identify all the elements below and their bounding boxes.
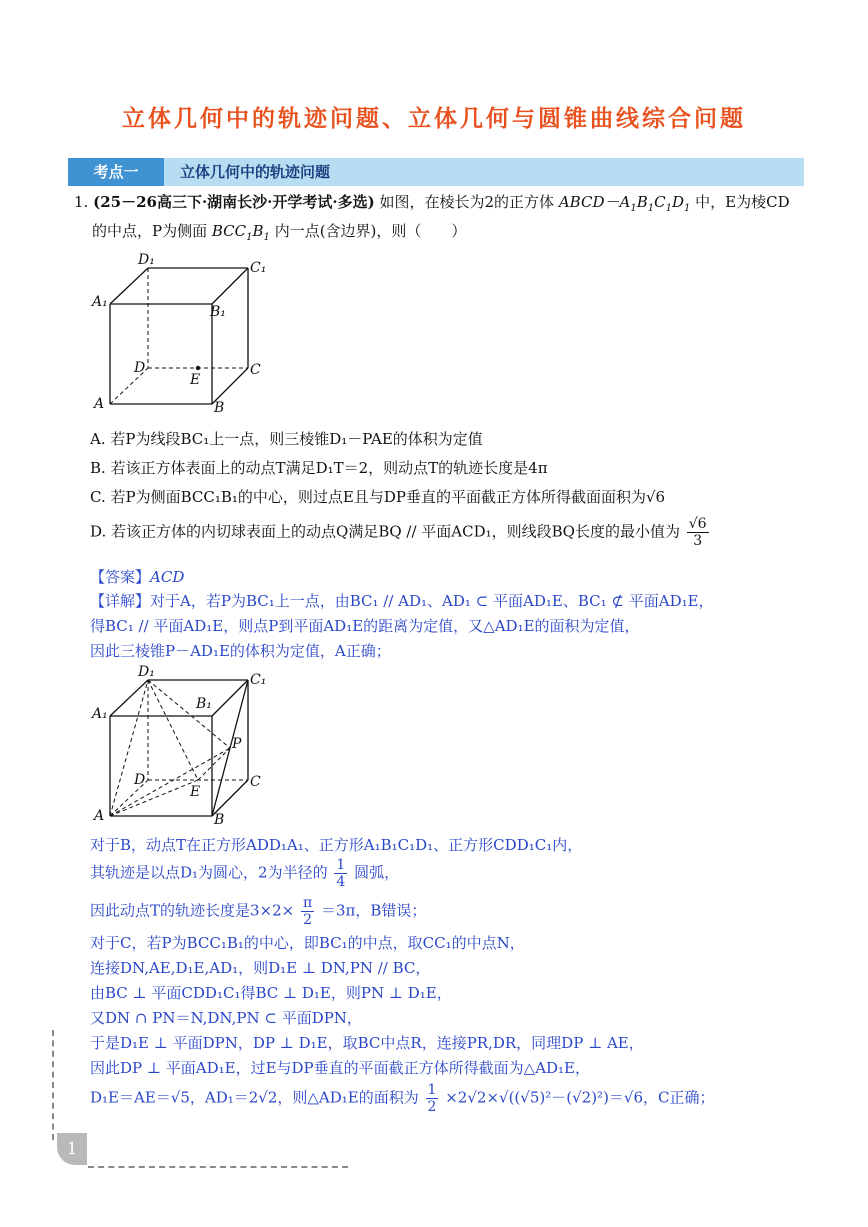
section-title: 立体几何中的轨迹问题 xyxy=(180,163,331,181)
answer-label: 【答案】 xyxy=(90,568,151,586)
fig2-label-e: E xyxy=(190,784,201,800)
fig2-label-d: D xyxy=(134,772,146,788)
question-line-2 xyxy=(92,220,466,243)
option-b: B. 若该正方体表面上的动点T满足D₁T＝2，则动点T的轨迹长度是4π xyxy=(90,459,548,477)
page-border-horizontal xyxy=(88,1166,348,1168)
solution-line-6 xyxy=(90,895,426,928)
solution-text-1: 对于A，若P为BC₁上一点，由BC₁ // AD₁、AD₁ ⊂ 平面AD₁E、BC₁ ⊄ 平面AD₁E， xyxy=(150,592,714,610)
solution-line-4: 对于B，动点T在正方形ADD₁A₁、正方形A₁B₁C₁D₁、正方形CDD₁C₁内， xyxy=(90,836,583,854)
fig2-label-p: P xyxy=(232,736,242,752)
option-d-numerator: √6 xyxy=(688,516,707,532)
fig1-label-d1: D₁ xyxy=(138,252,155,268)
solution-line-3: 因此三棱锥P－AD₁E的体积为定值，A正确； xyxy=(90,642,391,660)
fig1-label-e: E xyxy=(190,372,201,388)
fig1-label-b1: B₁ xyxy=(210,304,226,320)
solution-line-1 xyxy=(90,590,714,611)
option-d-text: D. 若该正方体的内切球表面上的动点Q满足BQ // 平面ACD₁，则线段BQ长度的最小值为 xyxy=(90,522,680,541)
page-number: 1 xyxy=(57,1133,87,1165)
fig1-label-a: A xyxy=(94,396,105,412)
solution-text-13a: D₁E＝AE＝√5，AD₁＝2√2，则△AD₁E的面积为 xyxy=(90,1088,419,1107)
option-d xyxy=(90,516,711,549)
fig1-label-d: D xyxy=(134,360,146,376)
face-name: $BCC_1B_1$ xyxy=(211,222,270,243)
question-line-1 xyxy=(74,191,790,214)
solution-line-13 xyxy=(90,1082,715,1115)
solution-line-7: 对于C，若P为BCC₁B₁的中心，即BC₁的中点，取CC₁的中点N， xyxy=(90,934,525,952)
question-stem-b: 中，E为棱CD xyxy=(695,193,790,211)
section-tag: 考点一 xyxy=(68,158,164,186)
cube-name: $ABCD-A_1B_1C_1D_1$ xyxy=(558,193,691,214)
section-bar xyxy=(68,158,804,186)
question-stem-a: 如图，在棱长为2的正方体 xyxy=(379,193,555,211)
half-numerator: 1 xyxy=(427,1082,437,1098)
fig2-label-a: A xyxy=(94,808,105,824)
option-a: A. 若P为线段BC₁上一点，则三棱锥D₁－PAE的体积为定值 xyxy=(90,430,483,448)
solution-line-5 xyxy=(90,857,399,890)
answer-value: ACD xyxy=(150,568,185,586)
fig1-label-c: C xyxy=(250,362,261,378)
solution-line-11: 于是D₁E ⊥ 平面DPN，DP ⊥ D₁E，取BC中点R，连接PR,DR，同理DP ⊥ AE， xyxy=(90,1034,644,1052)
solution-label: 【详解】 xyxy=(90,592,151,610)
half-fraction xyxy=(426,1082,439,1115)
solution-text-13b: ×2√2×√((√5)²－(√2)²)＝√6，C正确； xyxy=(445,1088,715,1107)
quarter-denominator: 4 xyxy=(336,874,346,890)
answer-line xyxy=(90,566,184,587)
solution-line-8: 连接DN,AE,D₁E,AD₁，则D₁E ⊥ DN,PN // BC， xyxy=(90,959,431,977)
option-d-denominator: 3 xyxy=(693,533,703,549)
question-number: 1. xyxy=(74,193,89,211)
solution-text-6b: ＝3π，B错误； xyxy=(321,901,427,920)
fig2-label-c: C xyxy=(250,774,261,790)
fig1-label-a1: A₁ xyxy=(92,294,108,310)
question-stem-d: 内一点(含边界)，则（ ） xyxy=(274,222,467,240)
solution-line-10: 又DN ∩ PN＝N,DN,PN ⊂ 平面DPN， xyxy=(90,1009,362,1027)
cube-figure-2 xyxy=(86,660,276,830)
solution-text-6a: 因此动点T的轨迹长度是3×2× xyxy=(90,901,295,920)
fig2-label-b: B xyxy=(214,812,225,828)
fig2-label-a1: A₁ xyxy=(92,706,108,722)
option-d-fraction xyxy=(687,516,709,549)
fig2-label-c1: C₁ xyxy=(250,672,267,688)
pi-half-numerator: π xyxy=(303,895,313,911)
solution-text-5b: 圆弧， xyxy=(354,863,400,882)
solution-line-9: 由BC ⊥ 平面CDD₁C₁得BC ⊥ D₁E，则PN ⊥ D₁E， xyxy=(90,984,452,1002)
page-title: 立体几何中的轨迹问题、立体几何与圆锥曲线综合问题 xyxy=(122,106,746,132)
quarter-fraction xyxy=(334,857,347,890)
quarter-numerator: 1 xyxy=(336,857,346,873)
solution-line-2: 得BC₁ // 平面AD₁E，则点P到平面AD₁E的距离为定值，又△AD₁E的面积为定值， xyxy=(90,617,640,635)
cube-figure-1 xyxy=(86,248,276,418)
fig2-label-b1: B₁ xyxy=(196,696,212,712)
half-denominator: 2 xyxy=(427,1099,437,1115)
page-border-vertical xyxy=(52,1030,54,1140)
solution-line-12: 因此DP ⊥ 平面AD₁E，过E与DP垂直的平面截正方体所得截面为△AD₁E， xyxy=(90,1059,591,1077)
fig1-label-b: B xyxy=(214,400,225,416)
pi-half-denominator: 2 xyxy=(303,912,313,928)
fig2-label-d1: D₁ xyxy=(138,664,155,680)
option-c: C. 若P为侧面BCC₁B₁的中心，则过点E且与DP垂直的平面截正方体所得截面面积为√6 xyxy=(90,488,666,506)
pi-half-fraction xyxy=(301,895,314,928)
question-stem-c: 的中点，P为侧面 xyxy=(92,222,208,240)
solution-text-5a: 其轨迹是以点D₁为圆心，2为半径的 xyxy=(90,863,328,882)
question-source: (25－26高三下·湖南长沙·开学考试·多选) xyxy=(93,193,375,211)
fig1-label-c1: C₁ xyxy=(250,260,267,276)
